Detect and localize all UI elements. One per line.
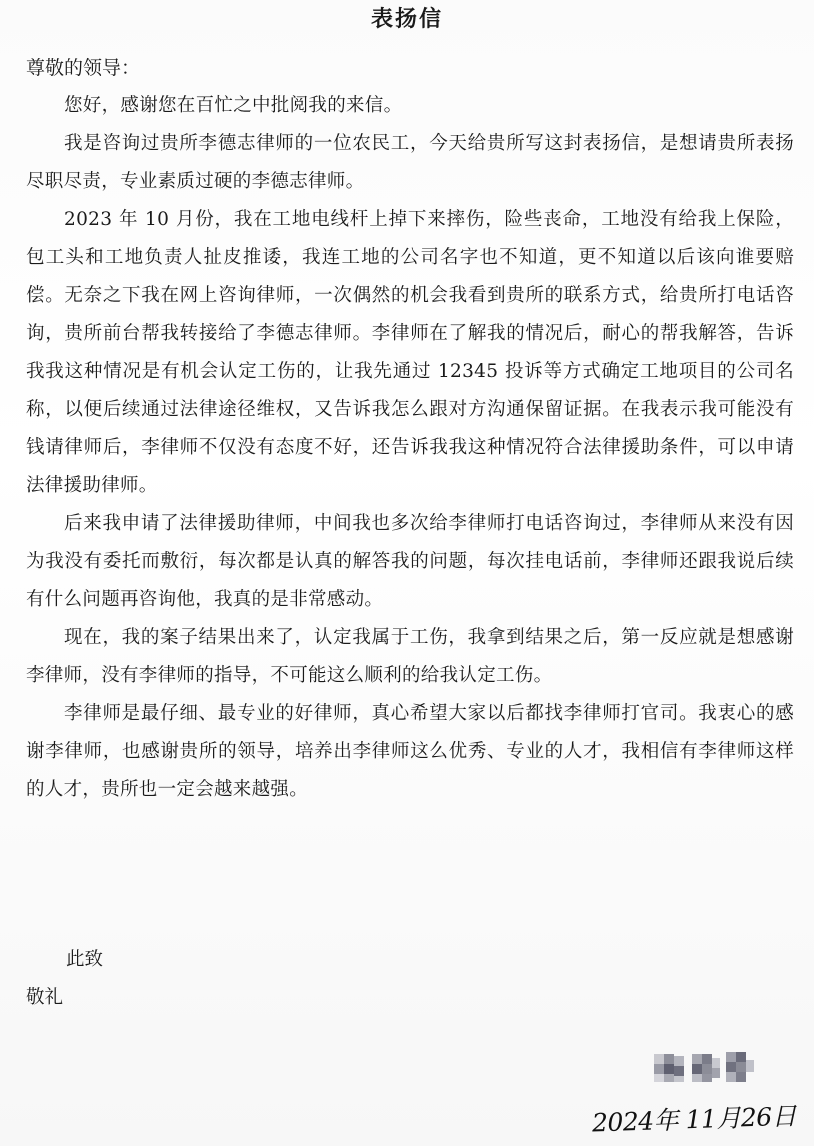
handwritten-date: 2024年 11月26日 — [591, 1101, 797, 1138]
redacted-signature — [652, 1050, 756, 1086]
letter-title: 表扬信 — [370, 7, 443, 32]
salutation: 尊敬的领导： — [26, 57, 141, 79]
paragraph-greeting: 您好，感谢您在百忙之中批阅我的来信。 — [64, 95, 403, 116]
closing-salute: 此致 — [66, 949, 104, 970]
paragraph-praise: 李律师是最仔细、最专业的好律师，真心希望大家以后都找李律师打官司。我衷心的感谢李律师，也感谢贵所的领导，培养出李律师这么优秀、专业的人才，我相信有李律师这样的人才，贵所也一定会越来越强。 — [26, 703, 794, 800]
letter-body — [26, 87, 794, 809]
paragraph-introduction: 我是咨询过贵所李德志律师的一位农民工，今天给贵所写这封表扬信，是想请贵所表扬尽职尽责，专业素质过硬的李德志律师。 — [26, 133, 794, 192]
paragraph-legal-aid: 后来我申请了法律援助律师，中间我也多次给李律师打电话咨询过，李律师从来没有因为我没有委托而敷衍，每次都是认真的解答我的问题，每次挂电话前，李律师还跟我说后续有什么问题再咨询他，我真的是非常感动。 — [26, 513, 794, 610]
paragraph-incident: 2023 年 10 月份，我在工地电线杆上掉下来摔伤，险些丧命，工地没有给我上保险，包工头和工地负责人扯皮推诿，我连工地的公司名字也不知道，更不知道以后该向谁要赔偿。无奈之下我在网上咨询律师，一次偶然的机会我看到贵所的联系方式，给贵所打电话咨询，贵所前台帮我转接给了李德志律师。李律师在了解我的情况后，耐心的帮我解答，告诉我我这种情况是有机会认定工伤的，让我先通过 12345 投诉等方式确定工地项目的公司名称，以便后续通过法律途径维权，又告诉我怎么跟对方沟通保留证据。在我表示我可能没有钱请律师后，李律师不仅没有态度不好，还告诉我我这种情况符合法律援助条件，可以申请法律援助律师。 — [26, 209, 794, 496]
closing-regards: 敬礼 — [26, 987, 64, 1008]
paragraph-result: 现在，我的案子结果出来了，认定我属于工伤，我拿到结果之后，第一反应就是想感谢李律师，没有李律师的指导，不可能这么顺利的给我认定工伤。 — [26, 627, 794, 686]
